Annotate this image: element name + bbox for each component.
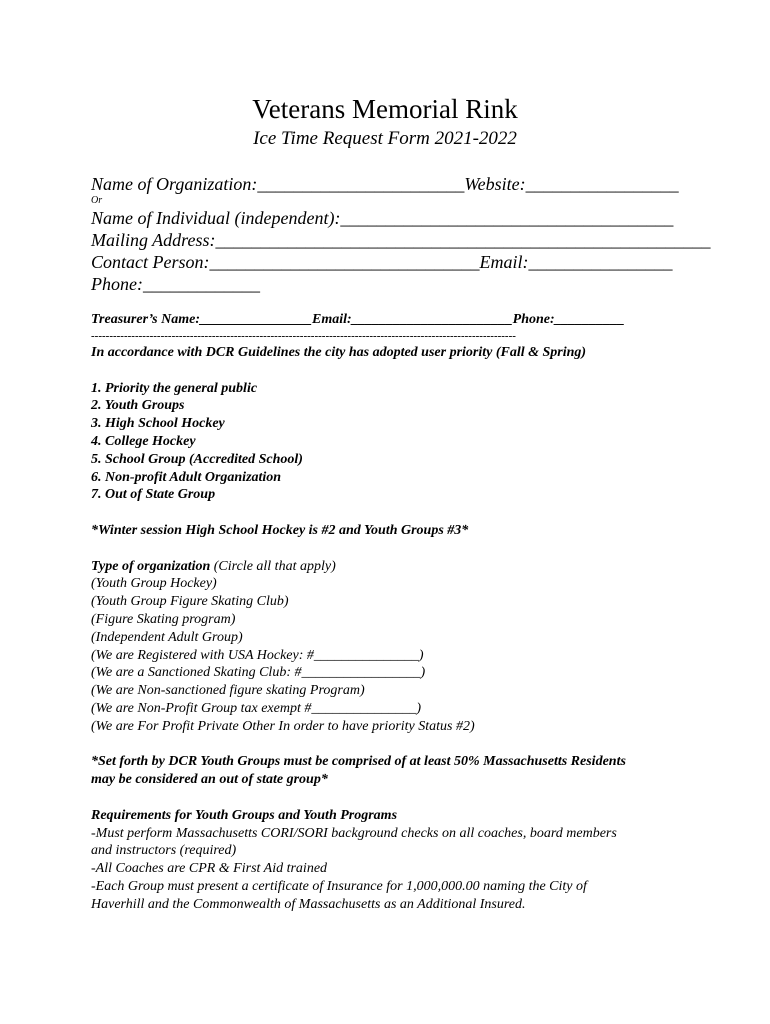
form-subtitle: Ice Time Request Form 2021-2022	[253, 128, 517, 149]
mailing-address-field[interactable]: Mailing Address:_______________________________________________________	[91, 230, 711, 250]
requirement-item: -Each Group must present a certificate of Insurance for 1,000,000.00 naming the City of	[91, 878, 587, 894]
winter-note: *Winter session High School Hockey is #2 and Youth Groups #3*	[91, 522, 469, 538]
requirement-item: and instructors (required)	[91, 843, 237, 859]
priority-item: 3. High School Hockey	[91, 416, 225, 432]
org-type-option[interactable]: (We are Non-Profit Group tax exempt #_______________)	[91, 700, 421, 716]
phone-field[interactable]: Phone:_____________	[91, 274, 260, 294]
org-type-heading: Type of organization	[91, 558, 211, 574]
org-type-option[interactable]: (We are Registered with USA Hockey: #_______________)	[91, 647, 424, 663]
treasurer-field[interactable]: Treasurer’s Name:________________Email:_______________________Phone:__________	[91, 312, 625, 327]
requirements-heading: Requirements for Youth Groups and Youth Programs	[91, 807, 398, 823]
org-type-option[interactable]: (Independent Adult Group)	[91, 629, 243, 645]
contact-fields	[91, 173, 711, 295]
org-type-section	[91, 558, 691, 736]
org-type-option[interactable]: (Youth Group Hockey)	[91, 576, 217, 592]
org-type-note: (Circle all that apply)	[210, 558, 336, 574]
requirements-section	[91, 807, 691, 914]
priority-item: 2. Youth Groups	[91, 398, 185, 414]
priority-item: 5. School Group (Accredited School)	[91, 451, 303, 467]
residency-note-line: *Set forth by DCR Youth Groups must be comprised of at least 50% Massachusetts Residents	[91, 754, 626, 770]
priority-list	[91, 380, 691, 505]
form-body	[91, 344, 691, 914]
requirement-item: -All Coaches are CPR & First Aid trained	[91, 861, 328, 877]
divider: --------------------------------------------------------------------------------------------------------------------	[91, 330, 516, 342]
priority-item: 6. Non-profit Adult Organization	[91, 469, 282, 485]
org-type-option[interactable]: (We are a Sanctioned Skating Club: #_________________)	[91, 665, 426, 681]
contact-person-field[interactable]: Contact Person:______________________________Email:________________	[91, 252, 673, 272]
policy-intro: In accordance with DCR Guidelines the city has adopted user priority (Fall & Spring)	[91, 345, 587, 360]
residency-note	[91, 753, 691, 789]
organization-field[interactable]: Name of Organization:_______________________Website:_________________	[91, 174, 679, 194]
org-type-option[interactable]: (Youth Group Figure Skating Club)	[91, 594, 289, 610]
individual-field[interactable]: Name of Individual (independent):_____________________________________	[91, 208, 674, 228]
org-type-option[interactable]: (We are Non-sanctioned figure skating Program)	[91, 683, 365, 699]
requirement-item: -Must perform Massachusetts CORI/SORI background checks on all coaches, board members	[91, 825, 617, 841]
or-label: Or	[91, 195, 103, 206]
requirement-item: Haverhill and the Commonwealth of Massachusetts as an Additional Insured.	[91, 896, 526, 912]
priority-item: 1. Priority the general public	[91, 380, 258, 396]
org-type-option[interactable]: (We are For Profit Private Other In order to have priority Status #2)	[91, 718, 475, 734]
priority-item: 4. College Hockey	[91, 433, 196, 449]
priority-item: 7. Out of State Group	[91, 487, 216, 503]
page-title: Veterans Memorial Rink	[252, 94, 518, 124]
org-type-option[interactable]: (Figure Skating program)	[91, 611, 236, 627]
residency-note-line: may be considered an out of state group*	[91, 772, 328, 788]
